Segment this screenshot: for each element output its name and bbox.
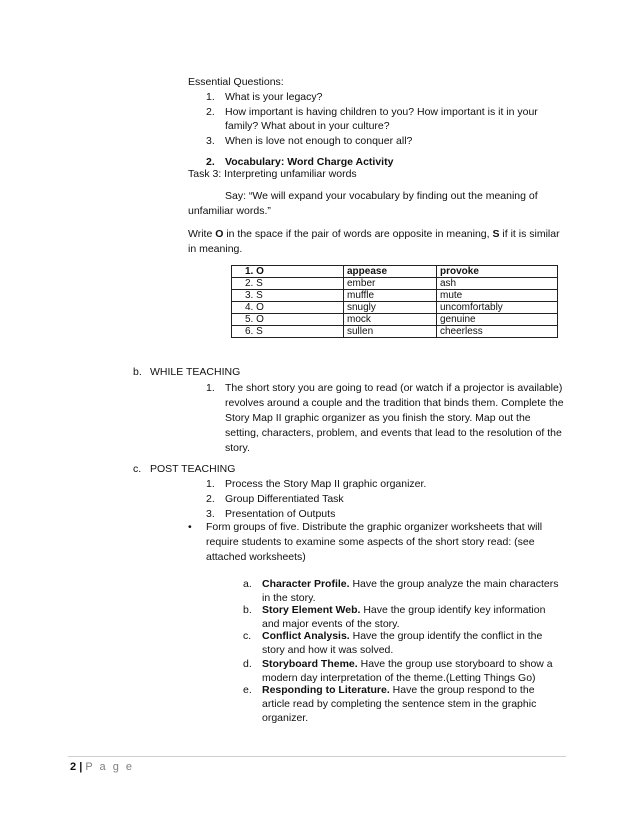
table-cell: ash — [437, 278, 558, 290]
page-label: P a g e — [85, 761, 134, 773]
table-cell: mute — [437, 290, 558, 302]
table-cell: mock — [344, 314, 437, 326]
task-line: in the story. — [262, 592, 316, 604]
table-row — [232, 302, 558, 314]
bullet-icon: • — [188, 521, 192, 533]
task-text: Have the group identify key information — [360, 604, 546, 616]
essential-question-2-line2: family? What about in your culture? — [225, 120, 390, 132]
essential-question-1: What is your legacy? — [225, 91, 323, 103]
page-number: 2 — [70, 761, 77, 773]
task-label: Task 3: Interpreting unfamiliar words — [188, 168, 357, 180]
table-cell: appease — [344, 266, 437, 278]
while-line: revolves around a couple and the tradition that binds them. Complete the — [225, 397, 564, 409]
table-cell: provoke — [437, 266, 558, 278]
task-title: Responding to Literature. — [262, 684, 390, 696]
task-line — [262, 604, 545, 616]
vocabulary-title: Vocabulary: Word Charge Activity — [225, 156, 394, 168]
say-line1: Say: “We will expand your vocabulary by finding out the meaning of — [225, 190, 538, 202]
list-number: 3. — [206, 135, 215, 147]
post-teaching-heading: POST TEACHING — [150, 463, 236, 475]
task-line: organizer. — [262, 712, 309, 724]
table-cell: uncomfortably — [437, 302, 558, 314]
bullet-line: require students to examine some aspects of the short story read: (see — [206, 536, 535, 548]
instruction-text: Write — [188, 228, 216, 240]
opposite-marker: O — [215, 228, 224, 240]
essential-question-3: When is love not enough to conquer all? — [225, 135, 413, 147]
table-row — [232, 314, 558, 326]
while-line: setting, characters, problem, and events that lead to the resolution of the — [225, 427, 562, 439]
list-number: 1. — [206, 382, 215, 394]
task-title: Conflict Analysis. — [262, 630, 350, 642]
task-line: modern day interpretation of the theme.(Letting Things Go) — [262, 672, 536, 684]
table-row — [232, 266, 558, 278]
table-row — [232, 290, 558, 302]
while-line: The short story you are going to read (or watch if a projector is available) — [225, 382, 563, 394]
task-line — [262, 658, 553, 670]
say-line2: unfamiliar words.” — [188, 205, 271, 217]
table-cell: snugly — [344, 302, 437, 314]
list-number: 1. — [206, 91, 215, 103]
list-number: 2. — [206, 156, 215, 168]
post-item: Process the Story Map II graphic organizer. — [225, 478, 427, 490]
table-cell: 5. O — [232, 314, 344, 326]
post-item: Presentation of Outputs — [225, 508, 336, 520]
essential-questions-heading: Essential Questions: — [188, 76, 284, 88]
task-letter: b. — [243, 604, 252, 616]
table-cell: genuine — [437, 314, 558, 326]
footer-divider — [68, 756, 566, 757]
task-line: and major events of the story. — [262, 618, 400, 630]
section-letter: b. — [133, 366, 142, 378]
bullet-line: Form groups of five. Distribute the graphic organizer worksheets that will — [206, 521, 543, 533]
task-line — [262, 684, 535, 696]
task-line: article read by completing the sentence stem in the graphic — [262, 698, 537, 710]
task-letter: c. — [243, 630, 252, 642]
task-text: Have the group respond to the — [389, 684, 535, 696]
table-cell: 1. O — [232, 266, 344, 278]
table-cell: 3. S — [232, 290, 344, 302]
table-cell: ember — [344, 278, 437, 290]
task-title: Character Profile. — [262, 578, 350, 590]
table-cell: cheerless — [437, 326, 558, 338]
while-line: story. — [225, 442, 250, 454]
task-title: Story Element Web. — [262, 604, 361, 616]
task-text: Have the group use storyboard to show a — [357, 658, 553, 670]
while-teaching-heading: WHILE TEACHING — [150, 366, 241, 378]
instruction-text: if it is similar — [499, 228, 560, 240]
list-number: 2. — [206, 106, 215, 118]
list-number: 2. — [206, 493, 215, 505]
task-line — [262, 630, 542, 642]
task-text: Have the group analyze the main characters — [349, 578, 559, 590]
instruction-line1 — [188, 228, 560, 240]
footer-separator: | — [79, 761, 83, 773]
bullet-line: attached worksheets) — [206, 551, 306, 563]
task-letter: e. — [243, 684, 252, 696]
task-letter: a. — [243, 578, 252, 590]
task-title: Storyboard Theme. — [262, 658, 358, 670]
table-cell: muffle — [344, 290, 437, 302]
table-row — [232, 326, 558, 338]
post-item: Group Differentiated Task — [225, 493, 344, 505]
task-letter: d. — [243, 658, 252, 670]
table-cell: sullen — [344, 326, 437, 338]
task-line: story and how it was solved. — [262, 644, 394, 656]
table-row — [232, 278, 558, 290]
while-line: Story Map II graphic organizer as you finish the story. Map out the — [225, 412, 531, 424]
essential-question-2-line1: How important is having children to you? How important is it in your — [225, 106, 538, 118]
list-number: 1. — [206, 478, 215, 490]
list-number: 3. — [206, 508, 215, 520]
table-cell: 2. S — [232, 278, 344, 290]
word-pairs-table — [231, 265, 558, 338]
instruction-text: in the space if the pair of words are opposite in meaning, — [223, 228, 493, 240]
table-cell: 6. S — [232, 326, 344, 338]
page-footer — [70, 761, 134, 773]
task-text: Have the group identify the conflict in the — [349, 630, 543, 642]
similar-marker: S — [492, 228, 500, 240]
task-line — [262, 578, 559, 590]
section-letter: c. — [133, 463, 142, 475]
instruction-line2: in meaning. — [188, 243, 243, 255]
table-cell: 4. O — [232, 302, 344, 314]
